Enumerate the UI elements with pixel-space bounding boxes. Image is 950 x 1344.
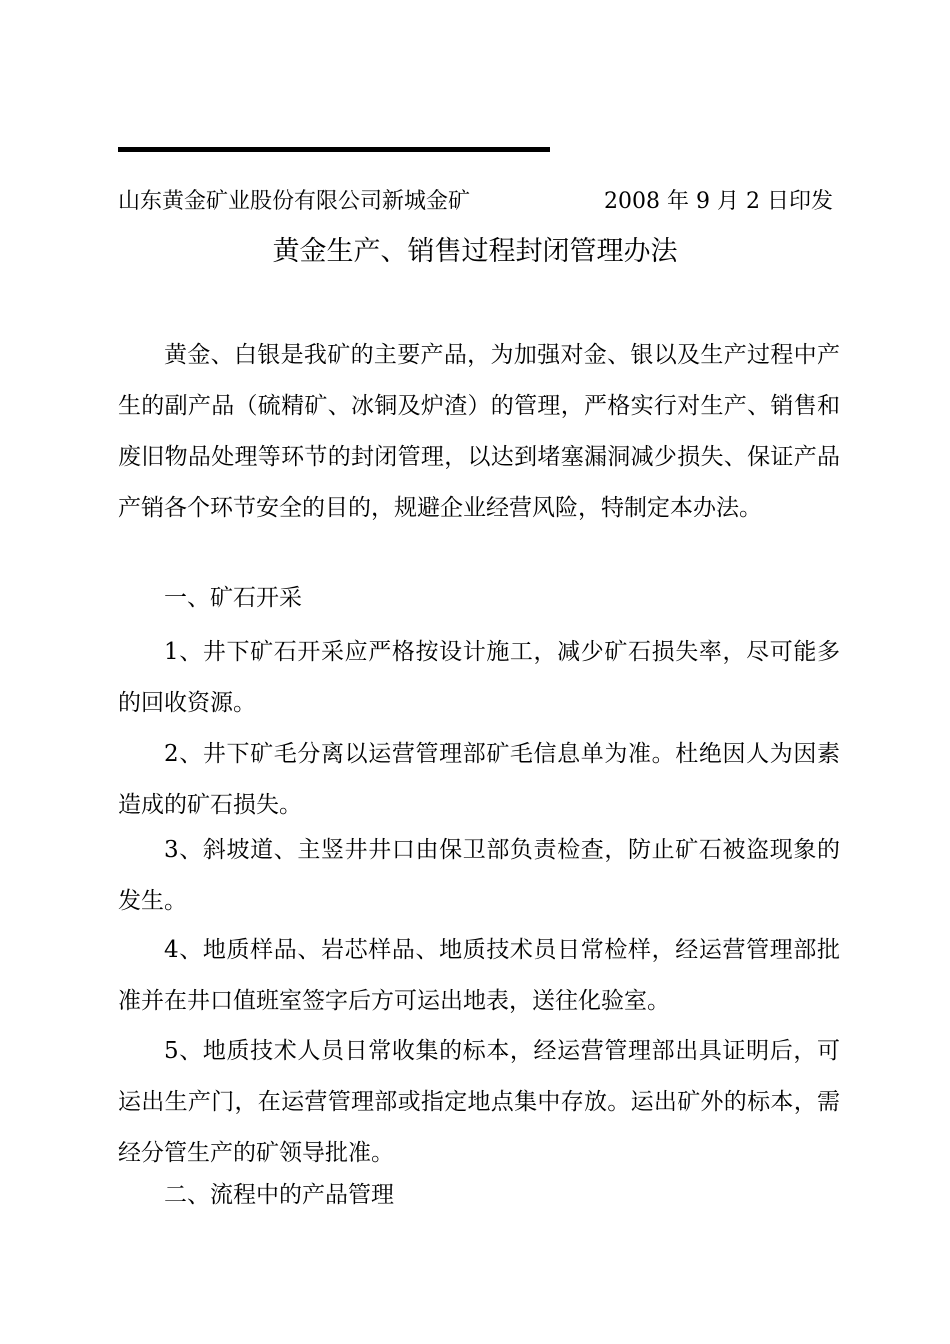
- list-item: [118, 925, 840, 1027]
- list-item-text: 3、斜坡道、主竖井井口由保卫部负责检查，防止矿石被盗现象的发生。: [118, 837, 840, 914]
- issue-date: 2008 年 9 月 2 日印发: [604, 189, 833, 214]
- document-title: 黄金生产、销售过程封闭管理办法: [272, 236, 678, 267]
- list-item: [118, 729, 840, 831]
- intro-paragraph: [118, 330, 840, 534]
- list-item-text: 1、井下矿石开采应严格按设计施工，减少矿石损失率，尽可能多的回收资源。: [118, 639, 840, 716]
- section-heading-process-products: 二、流程中的产品管理: [164, 1182, 394, 1208]
- issuer-name: 山东黄金矿业股份有限公司新城金矿: [118, 189, 471, 214]
- list-item-text: 2、井下矿毛分离以运营管理部矿毛信息单为准。杜绝因人为因素造成的矿石损失。: [118, 741, 840, 818]
- header-rule: [118, 147, 550, 152]
- list-item: [118, 627, 840, 729]
- list-item: [118, 1026, 840, 1179]
- section-heading-mining: 一、矿石开采: [164, 585, 302, 611]
- issuance-line: [118, 184, 838, 220]
- list-item-text: 5、地质技术人员日常收集的标本，经运营管理部出具证明后，可运出生产门，在运营管理部或指定地点集中存放。运出矿外的标本，需经分管生产的矿领导批准。: [118, 1038, 840, 1166]
- list-item-text: 4、地质样品、岩芯样品、地质技术员日常检样，经运营管理部批准并在井口值班室签字后方可运出地表，送往化验室。: [118, 937, 840, 1014]
- list-item: [118, 825, 840, 927]
- intro-text: 黄金、白银是我矿的主要产品，为加强对金、银以及生产过程中产生的副产品（硫精矿、冰铜及炉渣）的管理，严格实行对生产、销售和废旧物品处理等环节的封闭管理，以达到堵塞漏洞减少损失、保证产品产销各个环节安全的目的，规避企业经营风险，特制定本办法。: [118, 342, 840, 521]
